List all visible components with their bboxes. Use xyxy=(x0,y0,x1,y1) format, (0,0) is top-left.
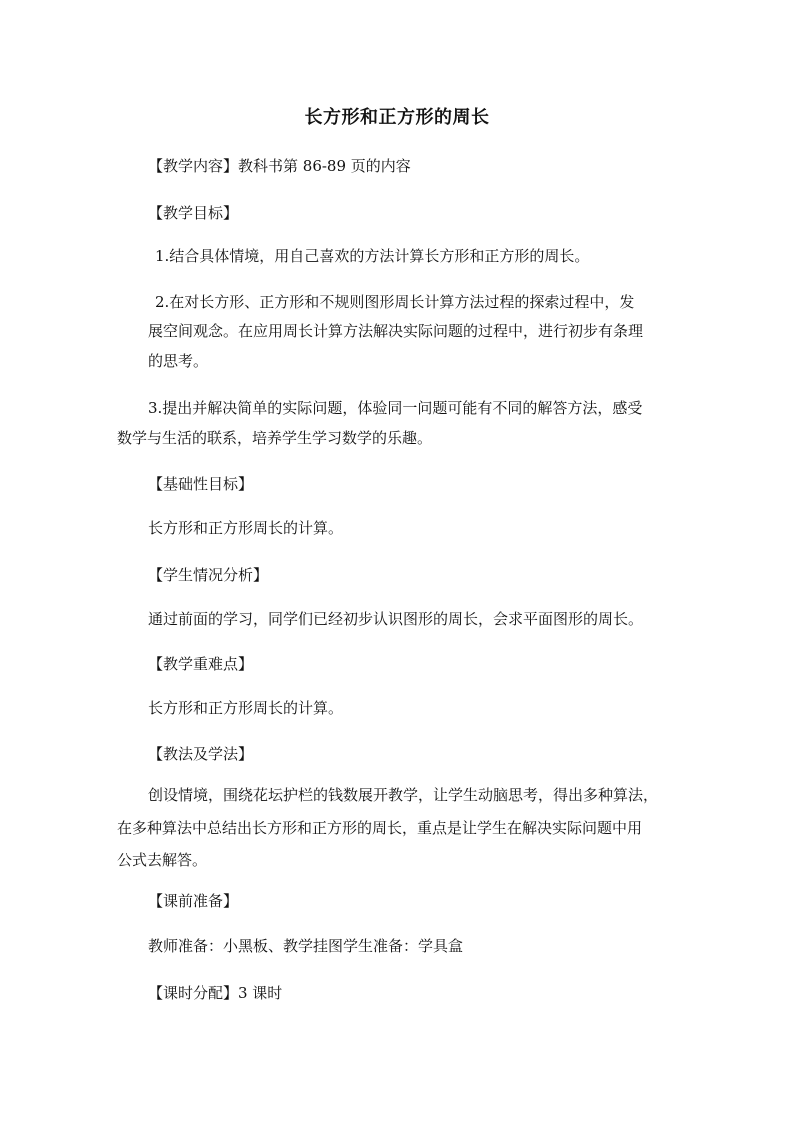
student-analysis-text: 通过前面的学习，同学们已经初步认识图形的周长，会求平面图形的周长。 xyxy=(148,610,644,628)
basic-goal-text: 长方形和正方形周长的计算。 xyxy=(148,519,344,537)
document-title: 长方形和正方形的周长 xyxy=(304,107,490,128)
methods-line-2: 在多种算法中总结出长方形和正方形的周长，重点是让学生在解决实际问题中用 xyxy=(117,819,643,837)
key-points-text: 长方形和正方形周长的计算。 xyxy=(148,699,344,717)
prep-heading: 【课前准备】 xyxy=(148,892,239,910)
basic-goal-heading: 【基础性目标】 xyxy=(148,475,254,493)
teaching-goals-heading: 【教学目标】 xyxy=(148,204,239,222)
methods-line-3: 公式去解答。 xyxy=(117,851,208,869)
teaching-content-line: 【教学内容】教科书第 86-89 页的内容 xyxy=(148,157,411,175)
key-points-heading: 【教学重难点】 xyxy=(148,655,254,673)
methods-heading: 【教法及学法】 xyxy=(148,745,254,763)
goal-2-line-1: 2.在对长方形、正方形和不规则图形周长计算方法过程的探索过程中，发 xyxy=(155,293,635,311)
methods-line-1: 创设情境，围绕花坛护栏的钱数展开教学，让学生动脑思考，得出多种算法， xyxy=(148,786,659,804)
student-analysis-heading: 【学生情况分析】 xyxy=(148,566,269,584)
goal-3-line-2: 数学与生活的联系，培养学生学习数学的乐趣。 xyxy=(117,429,433,447)
schedule-line: 【课时分配】3 课时 xyxy=(148,984,283,1002)
goal-2-line-3: 的思考。 xyxy=(148,352,209,370)
goal-1: 1.结合具体情境，用自己喜欢的方法计算长方形和正方形的周长。 xyxy=(155,247,590,265)
goal-2-line-2: 展空间观念。在应用周长计算方法解决实际问题的过程中，进行初步有条理 xyxy=(148,322,644,340)
goal-3-line-1: 3.提出并解决简单的实际问题，体验同一问题可能有不同的解答方法，感受 xyxy=(148,399,643,417)
prep-text: 教师准备：小黑板、教学挂图学生准备：学具盒 xyxy=(148,937,464,955)
